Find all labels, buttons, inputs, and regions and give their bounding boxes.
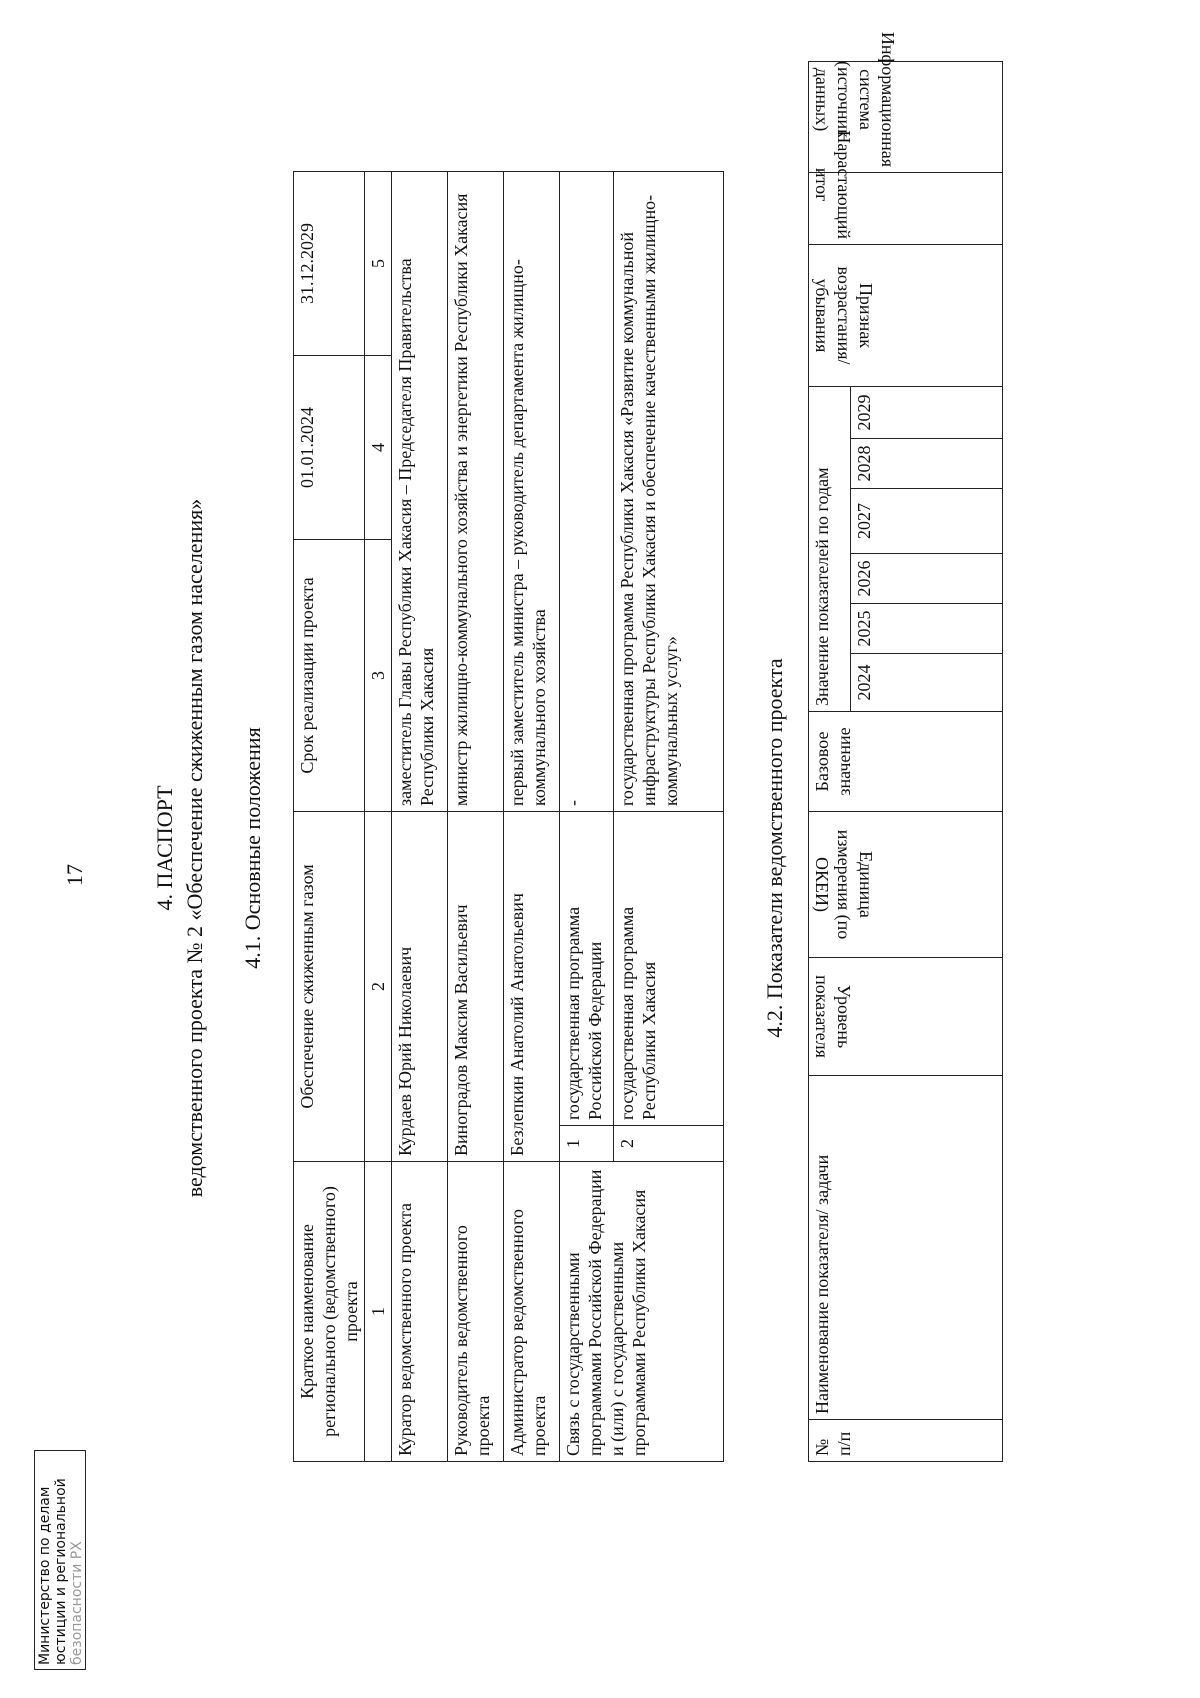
row-name-head: Виноградов Максим Васильевич [448,812,504,1162]
programs-label: Связь с государственными программами Российской Федерации и (или) с государственными программами Республики Хакасия [560,1162,724,1462]
indicators-table [808,31,1003,1462]
section-heading-4-2: 4.2. Показатели ведомственного проекта [762,658,787,1038]
table-row [392,172,448,1462]
col-base-header: Базовое значение [809,712,1003,812]
col-level-header: Уровень показателя [809,958,1003,1076]
row-position-curator: заместитель Главы Республики Хакасия – Председателя Правительства Республики Хакасия [392,172,448,812]
title-line-1: 4. ПАСПОРТ [152,785,177,911]
row-name-curator: Курдаев Юрий Николаевич [392,812,448,1162]
stamp-line-3: безопасности РХ [69,1541,85,1665]
col-num-header: № п/п [809,1420,1003,1462]
column-number: 3 [365,540,392,812]
col-infosys-header: Информационная система (источник данных) [809,61,1003,172]
year-header: 2025 [851,604,1003,654]
year-header: 2027 [851,489,1003,554]
year-header: 2026 [851,554,1003,604]
program-value: государственная программа Республики Хакасия «Развитие коммунальной инфраструктуры Республики Хакасия и обеспечение качественными жилищно-коммунальных услуг» [614,172,724,812]
col-cumulative-header: Нарастающий итог [809,172,1003,244]
row-label-admin: Администратор ведомственного проекта [504,1162,560,1462]
col-sign-header: Признак возрастания/ убывания [809,244,1003,386]
program-number: 1 [560,1126,614,1162]
stamp-line-1: Министерство по делам [37,1486,53,1665]
section-heading-4-1: 4.1. Основные положения [240,727,265,969]
indicators-header-row [809,61,851,1461]
column-number: 4 [365,356,392,540]
header-short-name-value: Обеспечение сжиженным газом [294,812,365,1162]
year-header: 2029 [851,386,1003,438]
column-number: 1 [365,1162,392,1462]
title-line-2: ведомственного проекта № 2 «Обеспечение сжиженным газом населения» [182,498,207,1198]
header-period-label: Срок реализации проекта [294,540,365,812]
row-label-curator: Куратор ведомственного проекта [392,1162,448,1462]
table-row [504,172,560,1462]
col-name-header: Наименование показателя/ задачи [809,1076,1003,1420]
row-position-admin: первый заместитель министра – руководитель департамента жилищно-коммунального хозяйства [504,172,560,812]
col-years-group-header: Значение показателей по годам [809,386,851,711]
page-number: 17 [62,864,87,886]
header-short-name-label: Краткое наименование регионального (ведомственного) проекта [294,1162,365,1462]
row-position-head: министр жилищно-коммунального хозяйства и энергетики Республики Хакасия [448,172,504,812]
column-number: 2 [365,812,392,1162]
program-value: - [560,172,614,812]
table-header-row [294,172,365,1462]
main-positions-table [293,171,724,1462]
document-title [150,318,210,1378]
table-row [448,172,504,1462]
header-end-date: 31.12.2029 [294,172,365,356]
column-number: 5 [365,172,392,356]
program-type: государственная программа Республики Хакасия [614,812,724,1126]
col-unit-header: Единица измерения (по ОКЕИ) [809,812,1003,958]
stamp-line-2: юстиции и региональной [53,1478,69,1665]
program-number: 2 [614,1126,724,1162]
year-header: 2028 [851,439,1003,489]
column-numbers-row [365,172,392,1462]
row-label-head: Руководитель ведомственного проекта [448,1162,504,1462]
header-start-date: 01.01.2024 [294,356,365,540]
table-row [560,172,614,1462]
ministry-stamp [34,1450,86,1670]
program-type: государственная программа Российской Федерации [560,812,614,1126]
year-header: 2024 [851,654,1003,712]
row-name-admin: Безлепкин Анатолий Анатольевич [504,812,560,1162]
